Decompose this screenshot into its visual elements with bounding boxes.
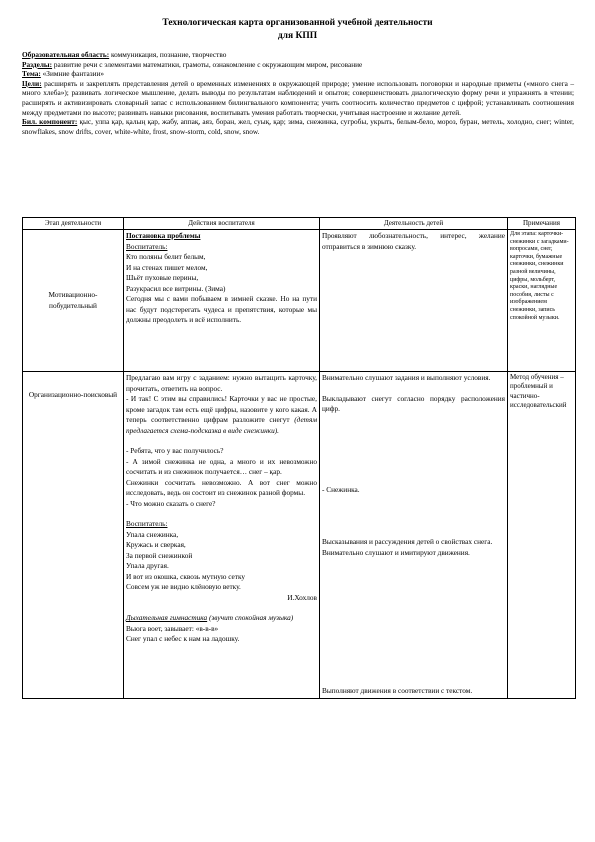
topic [22,69,574,79]
stage-organizational: Организационно-поисковый [23,372,124,699]
children-activity-cell [320,372,508,699]
children-activity: Внимательно слушают и имитируют движения. [322,547,470,557]
poem-line: И вот из окошка, сквозь мутную сетку [126,571,246,581]
educator-question: - Что можно сказать о снеге? [126,498,216,508]
lesson-table [22,217,576,699]
lesson-intro [22,50,574,136]
goals-label: Цели: [22,78,42,88]
goals-text: расширять и закреплять представления детей о временных изменениях в окружающей природе; умение использовать поговорки и народные приметы («много снега – много хлеба»); развивать логическое мышление, делать выводы по результатам наблюдений и опытов; совершенствовать диалогическую форму речи и упражнять в чтении; расширять и активизировать словарный запас с использованием билингвального компонента; учить соотносить количество предметов с цифрой; устанавливать соотношения между предметами по высоте; развивать навыки рисования, воспитывать умения работать творчески, учитывая настроение и желание детей. [22,78,574,117]
educator-actions-cell [124,372,320,699]
children-activity: Внимательно слушают задания и выполняют условия. [322,373,491,382]
stage-motivational: Мотивационно-побудительный [23,230,124,372]
poem-line: Кто поляны белит белым, [126,252,206,261]
children-activity: Высказывания и рассуждения детей о свойствах снега. [322,537,493,546]
poem-line: Разукрасил все витрины. (Зима) [126,283,226,293]
educator-actions-cell [124,230,320,372]
poem-author: И.Хохлов [287,592,317,602]
educator-text: Сегодня мы с вами побываем в зимней сказке. Но на пути нас будут подстерегать чудеса и препятствия, которые мы должны преодолеть и всё исполнить. [126,294,317,324]
educational-area-text: коммуникация, познание, творчество [109,50,227,59]
goals [22,79,574,117]
children-activity: - Снежинка. [322,484,360,494]
poem-line: За первой снежинкой [126,550,193,560]
header-educator-actions: Действия воспитателя [124,218,320,230]
poem-line: Совсем уж не видно клёновую ветку. [126,582,241,591]
educator-label: Воспитатель: [126,241,168,251]
poem-line: И на стенах пишет мелом, [126,262,208,272]
header-stage: Этап деятельности [23,218,124,230]
sections [22,60,574,70]
topic-label: Тема: [22,69,41,79]
breathing-note: (звучит спокойная музыка) [208,613,294,622]
poem-line: Кружась и сверкая, [126,540,186,549]
bilingual-component [22,117,574,136]
problem-title: Постановка проблемы [126,231,201,240]
breathing-line: Вьюга воет, завывает: «в-в-в» [126,623,219,633]
breathing-exercise [126,613,317,624]
poem-line: Шьёт пуховые перины, [126,273,199,282]
poem-line: Упала снежинка, [126,529,179,539]
poem-line: Упала другая. [126,561,169,570]
sections-label: Разделы: [22,59,53,69]
breathing-title: Дыхательная гимнастика [126,613,208,622]
table-row [23,230,576,372]
notes-cell: Метод обучения – проблемный и частично-исследовательский [508,372,576,699]
educator-label: Воспитатель: [126,519,168,528]
educator-question: - Ребята, что у вас получилось? [126,446,224,455]
header-children-activity: Деятельность детей [320,218,508,230]
table-row [23,372,576,699]
children-activity: Выполняют движения в соответствии с текстом. [322,686,473,695]
bilingual-text: қыс, улпа қар, қалың қар, жабу, аппақ, аяз, боран, жел, суық, қар; зима, снежинка, сугробы, укрыть, белым-бело, мороз, буран, метель, холодно, снег; winter, snowflakes, snow drifts, cover, white-white, frost, snow-storm, cold, snow, snow. [22,117,574,136]
document-subtitle: для КПП [277,31,318,41]
educator-text-italic: (детям предлагается схема-подсказка в виде снежинки). [126,415,317,435]
breathing-line: Снег упал с небес к нам на ладошку. [126,634,240,643]
educational-area [22,50,574,60]
children-activity: Выкладывают снегут согласно порядку расположения цифр. [322,393,505,413]
header-notes: Примечания [508,218,576,230]
topic-text: «Зимние фантазии» [40,69,105,79]
notes-cell: Для этапа: карточки-снежинки с загадками-вопросами, снег, карточки, бумажные снежинки, снежинки разной величины, цифры, мольберт, краски, наглядные пособия, листы с изображением снежинки, запись спокойной музыки. [508,230,576,372]
educator-text-part: - И так! С этим вы справились! Карточки у вас не простые, кроме загадок там есть ещё цифры, назовите у кого какая. А теперь соответственно цифрам разложите снегут [126,394,317,424]
educator-text: Снежинки сосчитать невозможно. А вот снег можно исследовать, ведь он состоит из снежинок разной формы. [126,477,317,497]
table-header-row [23,218,576,230]
document-title: Технологическая карта организованной учебной деятельности [162,18,433,28]
children-activity-cell: Проявляют любознательность, интерес, желание отправиться в зимнюю сказку. [320,230,508,372]
educator-text [126,394,317,436]
bilingual-label: Бил. компонент: [22,117,78,127]
educator-text: - А зимой снежинка не одна, а много и их невозможно сосчитать и из снежинок получается… снег – қар. [126,456,317,476]
educational-area-label: Образовательная область: [22,50,110,59]
educator-text: Предлагаю вам игру с заданием: нужно вытащить карточку, прочитать, ответить на вопрос. [126,373,317,393]
sections-text: развитие речи с элементами математики, грамоты, ознакомление с окружающим миром, рисование [52,59,363,69]
